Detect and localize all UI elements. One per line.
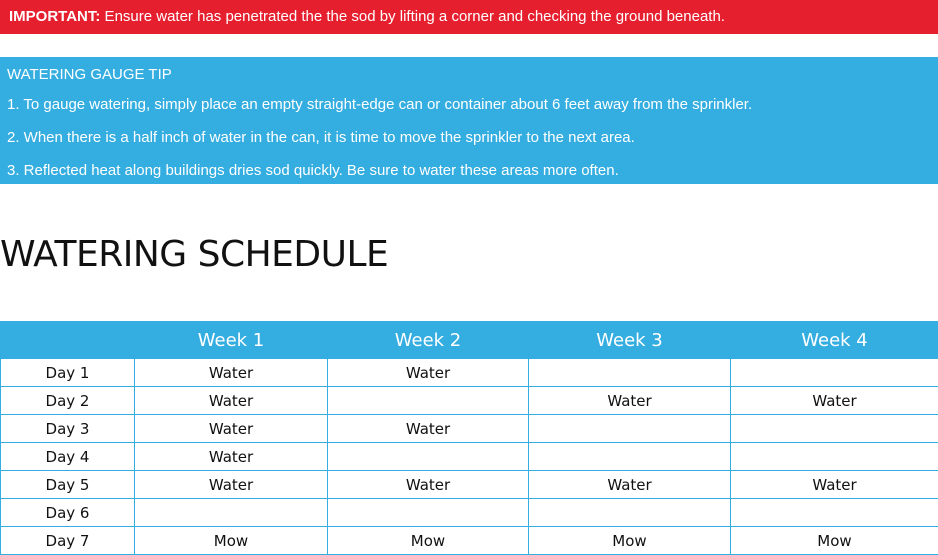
- schedule-cell: Mow: [328, 527, 529, 555]
- tip-title: WATERING GAUGE TIP: [7, 66, 172, 83]
- table-row: [1, 443, 938, 471]
- schedule-cell: Mow: [529, 527, 731, 555]
- schedule-cell: Water: [529, 387, 731, 415]
- day-label-cell: Day 4: [1, 443, 135, 471]
- schedule-table: [0, 321, 938, 555]
- tip-item-2: 2. When there is a half inch of water in the can, it is time to move the sprinkler to the next area.: [7, 129, 635, 146]
- schedule-cell: [135, 499, 328, 527]
- column-header-blank: [1, 322, 135, 359]
- table-row: [1, 387, 938, 415]
- column-header-week-3: Week 3: [529, 322, 731, 359]
- schedule-cell: Water: [135, 471, 328, 499]
- schedule-title: WATERING SCHEDULE: [0, 233, 388, 277]
- important-label: IMPORTANT:: [9, 8, 100, 25]
- schedule-cell: Water: [731, 471, 938, 499]
- table-row: [1, 415, 938, 443]
- schedule-cell: [529, 359, 731, 387]
- schedule-cell: [731, 415, 938, 443]
- day-label-cell: Day 1: [1, 359, 135, 387]
- schedule-cell: Water: [135, 443, 328, 471]
- table-header-row: [1, 322, 938, 359]
- schedule-cell: [731, 499, 938, 527]
- schedule-cell: [328, 443, 529, 471]
- table-row: [1, 359, 938, 387]
- column-header-week-1: Week 1: [135, 322, 328, 359]
- tip-item-1: 1. To gauge watering, simply place an empty straight-edge can or container about 6 feet away from the sprinkler.: [7, 96, 752, 113]
- schedule-cell: Water: [328, 359, 529, 387]
- column-header-week-4: Week 4: [731, 322, 938, 359]
- watering-gauge-tip: [0, 57, 938, 184]
- day-label-cell: Day 5: [1, 471, 135, 499]
- schedule-cell: Water: [135, 359, 328, 387]
- schedule-cell: [529, 415, 731, 443]
- schedule-cell: [328, 387, 529, 415]
- schedule-cell: Water: [328, 471, 529, 499]
- schedule-cell: Water: [529, 471, 731, 499]
- schedule-cell: Mow: [135, 527, 328, 555]
- table-row: [1, 527, 938, 555]
- day-label-cell: Day 7: [1, 527, 135, 555]
- important-text: Ensure water has penetrated the the sod by lifting a corner and checking the ground beneath.: [100, 8, 725, 25]
- schedule-cell: [529, 499, 731, 527]
- day-label-cell: Day 3: [1, 415, 135, 443]
- schedule-cell: [529, 443, 731, 471]
- table-row: [1, 471, 938, 499]
- schedule-cell: [731, 443, 938, 471]
- table-row: [1, 499, 938, 527]
- schedule-cell: [731, 359, 938, 387]
- schedule-cell: Water: [135, 415, 328, 443]
- day-label-cell: Day 6: [1, 499, 135, 527]
- tip-item-3: 3. Reflected heat along buildings dries sod quickly. Be sure to water these areas more often.: [7, 162, 619, 179]
- schedule-cell: Water: [731, 387, 938, 415]
- important-banner: [0, 0, 938, 34]
- day-label-cell: Day 2: [1, 387, 135, 415]
- column-header-week-2: Week 2: [328, 322, 529, 359]
- schedule-cell: Mow: [731, 527, 938, 555]
- schedule-cell: Water: [135, 387, 328, 415]
- schedule-cell: [328, 499, 529, 527]
- schedule-cell: Water: [328, 415, 529, 443]
